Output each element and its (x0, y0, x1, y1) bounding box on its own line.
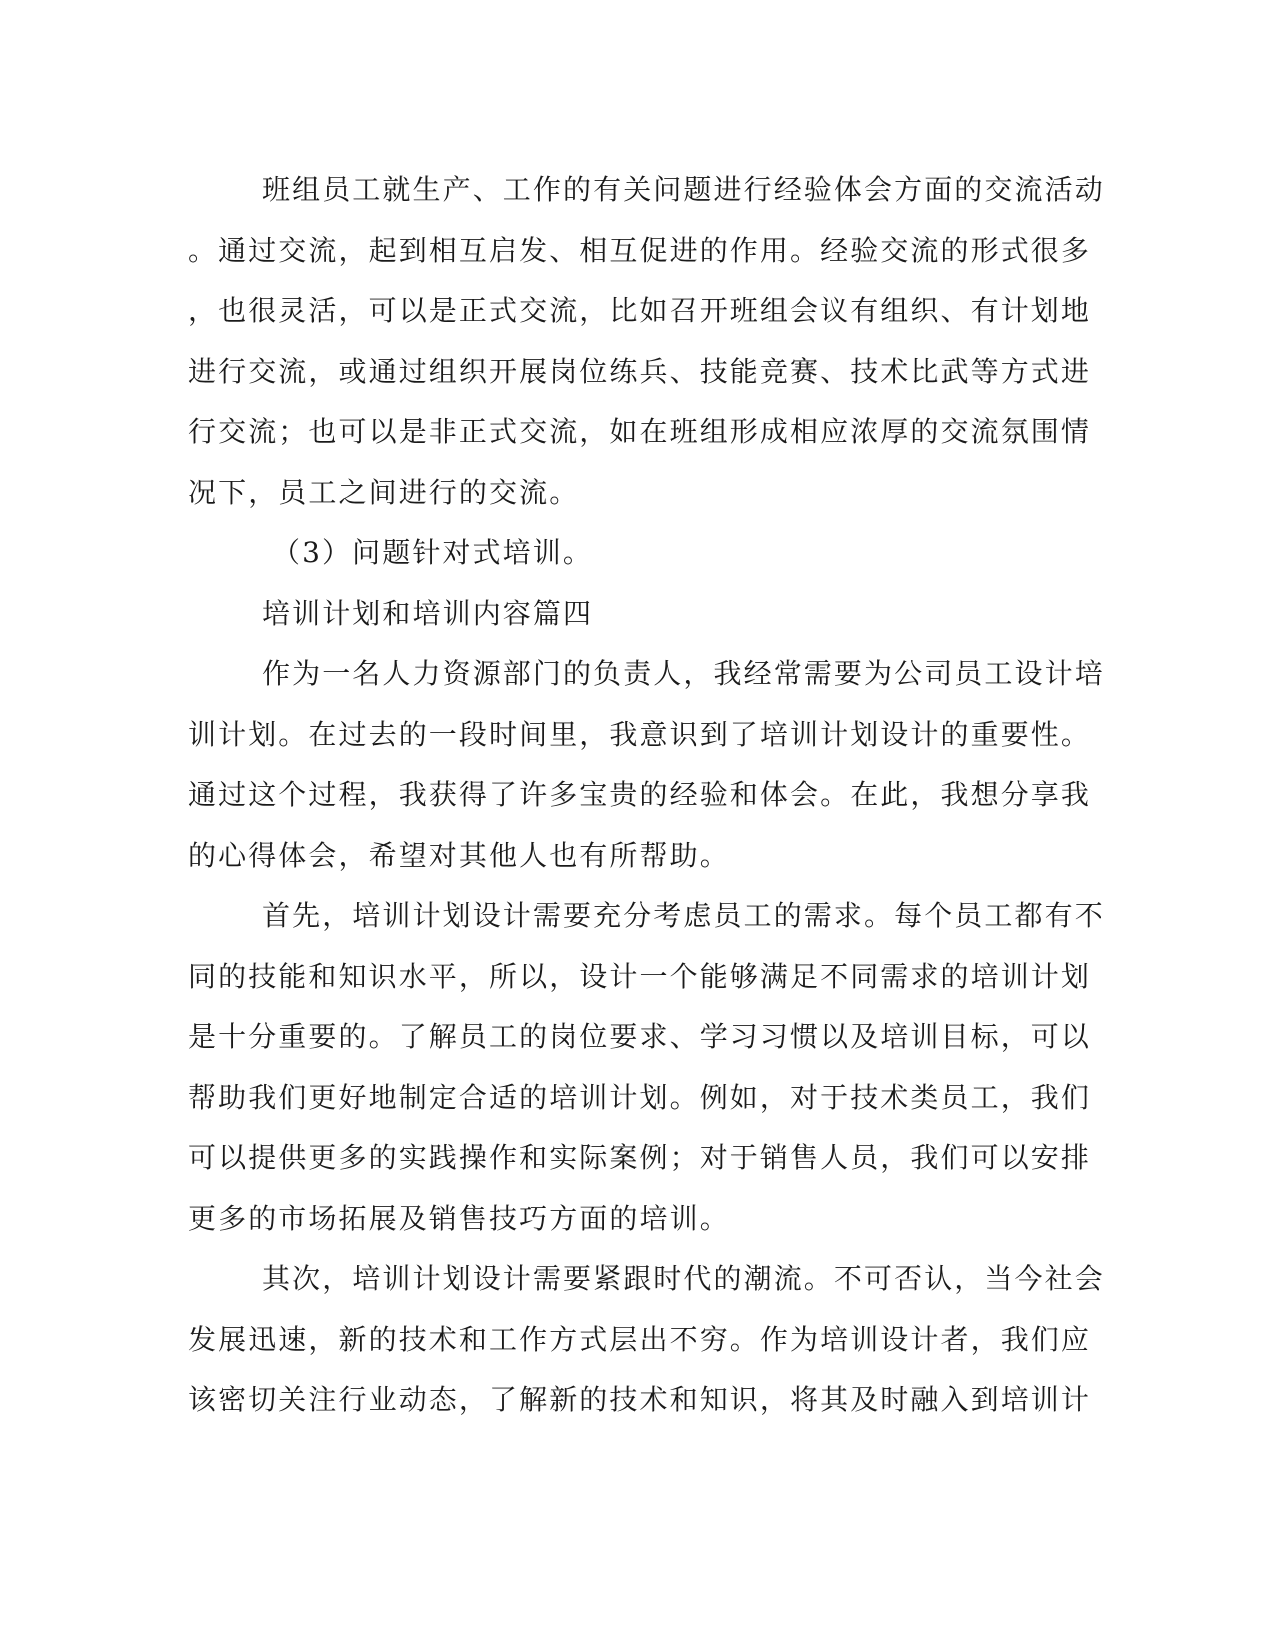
text-line: 可以提供更多的实践操作和实际案例；对于销售人员，我们可以安排 (188, 1141, 1092, 1174)
text-line: 发展迅速，新的技术和工作方式层出不穷。作为培训设计者，我们应 (188, 1322, 1092, 1356)
text-line: 通过这个过程，我获得了许多宝贵的经验和体会。在此，我想分享我 (188, 778, 1092, 811)
text-line: 是十分重要的。了解员工的岗位要求、学习习惯以及培训目标，可以 (188, 1020, 1092, 1053)
document-body (188, 160, 1105, 1431)
text-line: ，也很灵活，可以是正式交流，比如召开班组会议有组织、有计划地 (188, 294, 1092, 327)
text-line: 进行交流，或通过组织开展岗位练兵、技能竞赛、技术比武等方式进 (188, 354, 1092, 388)
text-line: 该密切关注行业动态，了解新的技术和知识，将其及时融入到培训计 (188, 1383, 1092, 1416)
text-line: 同的技能和知识水平，所以，设计一个能够满足不同需求的培训计划 (188, 959, 1092, 993)
text-line: 况下，员工之间进行的交流。 (188, 475, 580, 509)
text-line: 帮助我们更好地制定合适的培训计划。例如，对于技术类员工，我们 (188, 1080, 1092, 1114)
text-line: 行交流；也可以是非正式交流，如在班组形成相应浓厚的交流氛围情 (188, 415, 1092, 448)
text-line: 班组员工就生产、工作的有关问题进行经验体会方面的交流活动 (262, 173, 1105, 206)
text-line: 作为一名人力资源部门的负责人，我经常需要为公司员工设计培 (262, 657, 1105, 690)
list-item-heading: （3）问题针对式培训。 (272, 536, 593, 569)
section-title: 培训计划和培训内容篇四 (262, 596, 594, 630)
text-line: 。通过交流，起到相互启发、相互促进的作用。经验交流的形式很多 (188, 233, 1092, 267)
text-line: 首先，培训计划设计需要充分考虑员工的需求。每个员工都有不 (262, 899, 1105, 932)
text-line: 更多的市场拓展及销售技巧方面的培训。 (188, 1201, 730, 1235)
text-line: 训计划。在过去的一段时间里，我意识到了培训计划设计的重要性。 (188, 717, 1092, 751)
text-line: 其次，培训计划设计需要紧跟时代的潮流。不可否认，当今社会 (262, 1262, 1105, 1295)
text-line: 的心得体会，希望对其他人也有所帮助。 (188, 838, 730, 872)
